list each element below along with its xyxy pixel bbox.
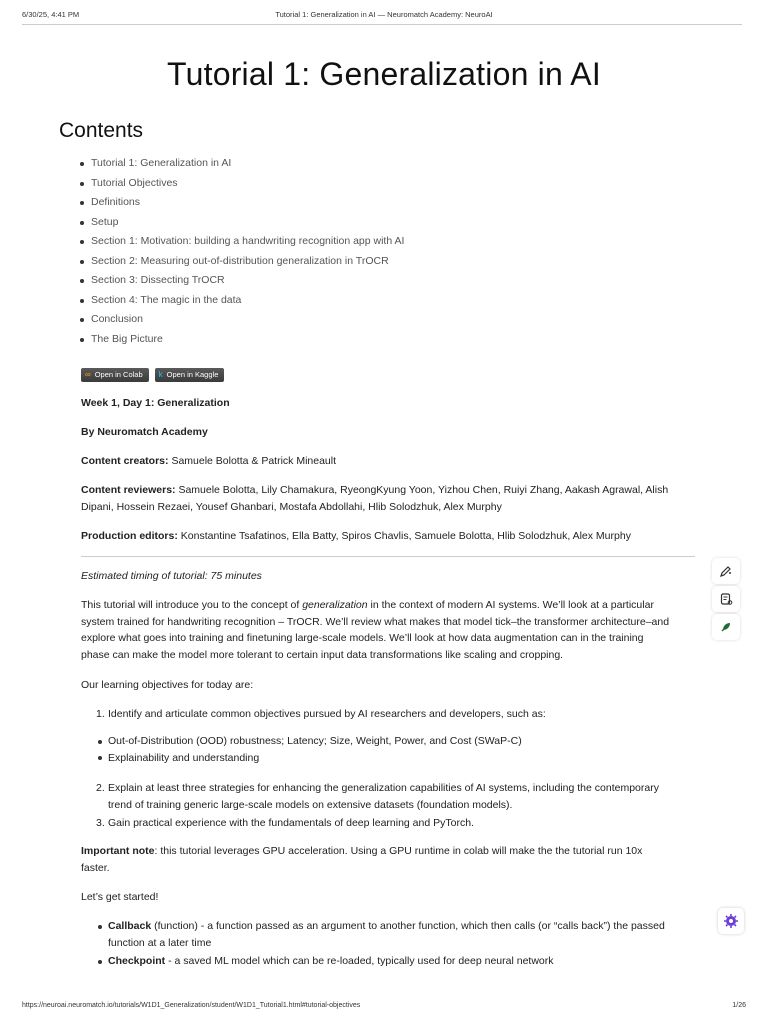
rocket-icon [719, 620, 733, 634]
print-page-title: Tutorial 1: Generalization in AI — Neuromatch Academy: NeuroAI [275, 10, 493, 19]
print-datetime: 6/30/25, 4:41 PM [22, 10, 80, 19]
page-title: Tutorial 1: Generalization in AI [167, 56, 601, 92]
intro-paragraph: This tutorial will introduce you to the concept of generalization in the context of modern AI systems. We’ll look at a particular system trained for handwriting recognition – TrOCR. We’ll review what makes that model tick–the transformer architecture–and explore what goes into training and finetuning large-scale models. We’ll look at how data augmentation can in the training phase can make the model more tolerant to certain input data transformations like scaling and cropping. [81, 599, 670, 662]
toc-item[interactable]: Definitions [91, 195, 404, 215]
objectives-list [96, 706, 695, 723]
kaggle-icon: k [158, 370, 163, 379]
content-reviewers: Content reviewers: Samuele Bolotta, Lily Chamakura, RyeongKyung Yoon, Yizhou Chen, Ruiyi Zhang, Aakash Agrawal, Alish Dipani, Hossein Rezaei, Yousef Ghanbari, Mostafa Abdollahi, Hlib Solodzhuk, Alex Murphy [81, 484, 669, 513]
sub-objectives-list [108, 733, 695, 766]
author-org: By Neuromatch Academy [81, 426, 208, 438]
lets-get-started: Let’s get started! [81, 891, 159, 903]
objective-item: 2. Explain at least three strategies for enhancing the generalization capabilities of AI systems, including the contemporary trend of training generic large-scale models on extensive datasets (foundation models). [96, 782, 659, 811]
open-in-colab-button[interactable] [81, 368, 149, 382]
notebook-badges [81, 368, 230, 386]
week-day-heading: Week 1, Day 1: Generalization [81, 397, 230, 409]
objective-item: 1. Identify and articulate common objectives pursued by AI researchers and developers, such as: [96, 708, 546, 720]
colab-icon: ∞ [85, 370, 91, 379]
print-page-number: 1/26 [732, 1002, 746, 1009]
toc-item[interactable]: Tutorial 1: Generalization in AI [91, 156, 404, 176]
notes-icon [719, 592, 733, 606]
kaggle-label: Open in Kaggle [166, 370, 219, 379]
contents-heading: Contents [59, 119, 144, 142]
section-divider [81, 556, 695, 557]
toc-item[interactable]: The Big Picture [91, 332, 404, 352]
print-url: https://neuroai.neuromatch.io/tutorials/W1D1_Generalization/student/W1D1_Tutorial1.html#tutorial-objectives [22, 1002, 361, 1009]
assistant-gear-icon [723, 913, 739, 929]
toc-item[interactable]: Section 1: Motivation: building a handwriting recognition app with AI [91, 234, 404, 254]
open-in-kaggle-button[interactable] [155, 368, 225, 382]
notes-tool-button[interactable] [712, 586, 740, 612]
toc-item[interactable]: Section 3: Dissecting TrOCR [91, 273, 404, 293]
toc-item[interactable]: Section 4: The magic in the data [91, 293, 404, 313]
launch-tool-button[interactable] [712, 614, 740, 640]
production-editors: Production editors: Konstantine Tsafatinos, Ella Batty, Spiros Chavlis, Samuele Bolotta, Hlib Solodzhuk, Alex Murphy [81, 530, 631, 542]
toc-item[interactable]: Section 2: Measuring out-of-distribution generalization in TrOCR [91, 254, 404, 274]
sub-objective-item: Explainability and understanding [108, 750, 695, 767]
definition-item: Checkpoint - a saved ML model which can be re-loaded, typically used for deep neural network [108, 953, 695, 970]
objectives-list-continued [96, 780, 695, 832]
objective-item: 3. Gain practical experience with the fundamentals of deep learning and PyTorch. [96, 817, 474, 830]
important-note: Important note: this tutorial leverages GPU acceleration. Using a GPU runtime in colab will make the the tutorial run 10x faster. [81, 845, 643, 874]
annotate-tool-button[interactable] [712, 558, 740, 584]
definitions-list [108, 918, 695, 970]
toc-item[interactable]: Tutorial Objectives [91, 176, 404, 196]
colab-label: Open in Colab [94, 370, 143, 379]
content-creators: Content creators: Samuele Bolotta & Patrick Mineault [81, 455, 337, 467]
toc-item[interactable]: Conclusion [91, 312, 404, 332]
sub-objective-item: Out-of-Distribution (OOD) robustness; Latency; Size, Weight, Power, and Cost (SWaP-C) [108, 733, 695, 750]
toc-item[interactable]: Setup [91, 215, 404, 235]
print-header [22, 10, 746, 24]
side-toolbar [712, 558, 742, 642]
objectives-intro: Our learning objectives for today are: [81, 679, 254, 691]
pencil-sparkle-icon [719, 564, 733, 578]
definition-item: Callback (function) - a function passed as an argument to another function, which then calls (or “calls back”) the passed function at a later time [108, 918, 695, 951]
estimated-timing: Estimated timing of tutorial: 75 minutes [81, 570, 262, 582]
assistant-button[interactable] [718, 908, 744, 934]
table-of-contents [91, 156, 404, 351]
header-divider [22, 24, 742, 25]
